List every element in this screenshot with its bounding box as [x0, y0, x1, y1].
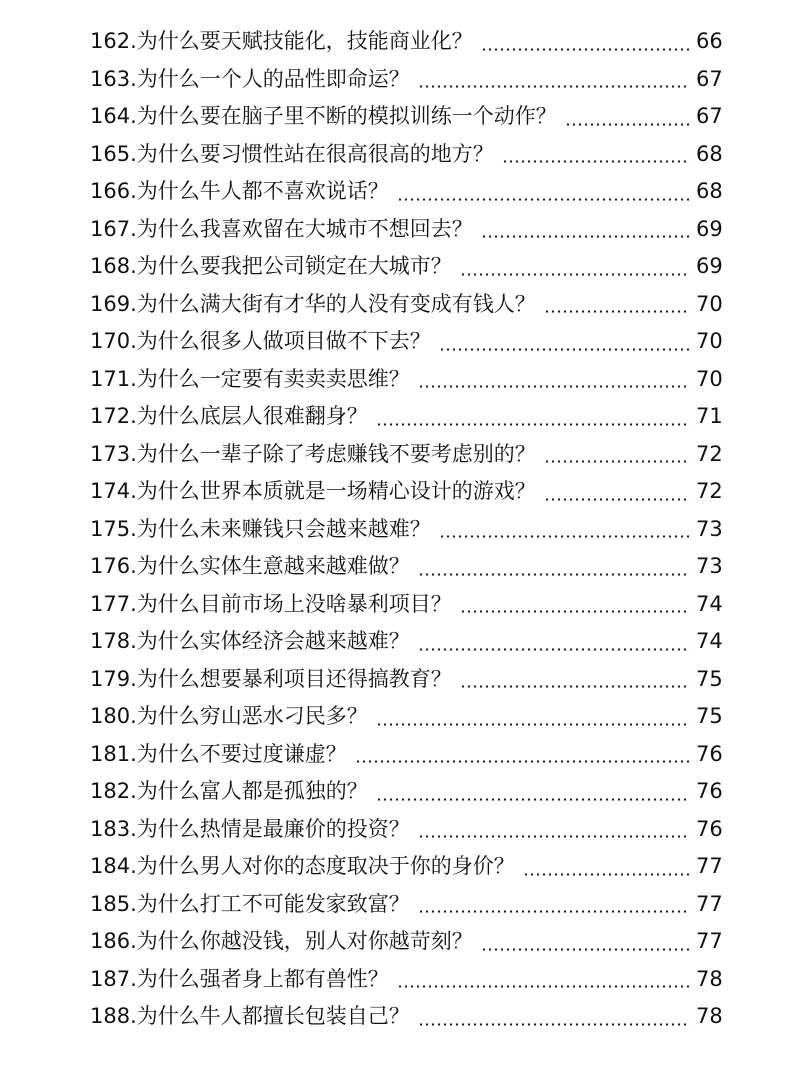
- toc-entry[interactable]: [90, 323, 722, 361]
- toc-entry[interactable]: [90, 961, 722, 999]
- toc-entry-title: 171.为什么一定要有卖卖卖思维？: [90, 366, 410, 391]
- toc-entry[interactable]: [90, 661, 722, 699]
- toc-entry-title: 179.为什么想要暴利项目还得搞教育？: [90, 666, 452, 691]
- toc-entry-title: 162.为什么要天赋技能化，技能商业化？: [90, 29, 473, 53]
- toc-entry-title: 187.为什么强者身上都有兽性？: [90, 966, 389, 991]
- toc-entry-title: 170.为什么很多人做项目做不下去？: [90, 329, 431, 353]
- toc-entry-page-number: 78: [696, 966, 723, 991]
- toc-entry[interactable]: [90, 886, 722, 924]
- toc-entry[interactable]: [90, 23, 722, 61]
- toc-dot-leader: [376, 423, 690, 426]
- toc-entry-title: 165.为什么要习惯性站在很高很高的地方？: [90, 141, 494, 166]
- toc-dot-leader: [481, 48, 690, 51]
- toc-entry-page-number: 76: [696, 741, 723, 766]
- toc-entry-page-number: 66: [696, 29, 723, 53]
- toc-dot-leader: [523, 873, 690, 876]
- toc-entry-title: 183.为什么热情是最廉价的投资？: [90, 816, 410, 841]
- toc-entry-page-number: 73: [696, 516, 723, 541]
- toc-entry-page-number: 75: [696, 666, 723, 691]
- toc-dot-leader: [376, 723, 690, 726]
- toc-entry-title: 176.为什么实体生意越来越难做？: [90, 554, 410, 578]
- toc-entry-page-number: 72: [696, 441, 723, 466]
- toc-dot-leader: [460, 610, 690, 613]
- toc-entry[interactable]: [90, 698, 722, 736]
- toc-entry-page-number: 77: [696, 854, 723, 878]
- toc-entry[interactable]: [90, 736, 722, 774]
- toc-entry-title: 182.为什么富人都是孤独的？: [90, 779, 368, 803]
- toc-dot-leader: [502, 160, 690, 163]
- toc-dot-leader: [481, 235, 690, 238]
- toc-entry-page-number: 70: [696, 291, 723, 316]
- toc-entry[interactable]: [90, 248, 722, 286]
- toc-entry-page-number: 67: [696, 66, 723, 91]
- toc-dot-leader: [439, 348, 690, 351]
- toc-entry-page-number: 71: [696, 404, 723, 428]
- toc-entry[interactable]: [90, 61, 722, 99]
- toc-dot-leader: [376, 798, 690, 801]
- toc-entry-page-number: 67: [696, 104, 723, 128]
- toc-entry-page-number: 70: [696, 366, 723, 391]
- toc-entry[interactable]: [90, 923, 722, 961]
- toc-entry-title: 181.为什么不要过度谦虚？: [90, 741, 347, 766]
- toc-entry-title: 164.为什么要在脑子里不断的模拟训练一个动作？: [90, 104, 557, 128]
- toc-entry-page-number: 73: [696, 554, 723, 578]
- toc-entry[interactable]: [90, 173, 722, 211]
- toc-dot-leader: [355, 760, 690, 763]
- toc-entry-title: 168.为什么要我把公司锁定在大城市？: [90, 254, 452, 278]
- toc-entry[interactable]: [90, 848, 722, 886]
- toc-entry[interactable]: [90, 811, 722, 849]
- toc-entry-title: 185.为什么打工不可能发家致富？: [90, 891, 410, 916]
- toc-entry[interactable]: [90, 398, 722, 436]
- toc-dot-leader: [397, 985, 690, 988]
- toc-entry-page-number: 70: [696, 329, 723, 353]
- toc-entry-title: 175.为什么未来赚钱只会越来越难？: [90, 516, 431, 541]
- toc-entry-page-number: 68: [696, 141, 723, 166]
- toc-entry-title: 172.为什么底层人很难翻身？: [90, 404, 368, 428]
- toc-entry-title: 163.为什么一个人的品性即命运？: [90, 66, 410, 91]
- toc-entry[interactable]: [90, 211, 722, 249]
- toc-entry-title: 166.为什么牛人都不喜欢说话？: [90, 179, 389, 203]
- toc-entry-page-number: 76: [696, 779, 723, 803]
- toc-dot-leader: [418, 385, 690, 388]
- toc-entry-page-number: 69: [696, 216, 723, 241]
- table-of-contents: [90, 23, 722, 1036]
- toc-entry[interactable]: [90, 473, 722, 511]
- toc-dot-leader: [418, 835, 690, 838]
- toc-dot-leader: [418, 648, 690, 651]
- toc-entry-title: 174.为什么世界本质就是一场精心设计的游戏？: [90, 479, 536, 503]
- toc-entry-page-number: 72: [696, 479, 723, 503]
- toc-dot-leader: [460, 685, 690, 688]
- toc-entry-title: 178.为什么实体经济会越来越难？: [90, 629, 410, 653]
- toc-entry[interactable]: [90, 586, 722, 624]
- toc-entry-page-number: 68: [696, 179, 723, 203]
- toc-entry-page-number: 76: [696, 816, 723, 841]
- toc-entry-page-number: 74: [696, 629, 723, 653]
- toc-entry-title: 188.为什么牛人都擅长包装自己？: [90, 1004, 410, 1028]
- toc-entry[interactable]: [90, 548, 722, 586]
- toc-dot-leader: [544, 310, 690, 313]
- toc-entry[interactable]: [90, 136, 722, 174]
- toc-dot-leader: [418, 573, 690, 576]
- toc-entry[interactable]: [90, 623, 722, 661]
- toc-entry-title: 184.为什么男人对你的态度取决于你的身价？: [90, 854, 515, 878]
- toc-dot-leader: [418, 1023, 690, 1026]
- toc-entry-title: 186.为什么你越没钱，别人对你越苛刻？: [90, 929, 473, 953]
- toc-dot-leader: [418, 85, 690, 88]
- toc-entry-title: 180.为什么穷山恶水刁民多？: [90, 704, 368, 728]
- toc-entry-title: 167.为什么我喜欢留在大城市不想回去？: [90, 216, 473, 241]
- toc-entry-page-number: 78: [696, 1004, 723, 1028]
- toc-entry-page-number: 69: [696, 254, 723, 278]
- toc-entry[interactable]: [90, 511, 722, 549]
- toc-dot-leader: [439, 535, 690, 538]
- toc-entry-page-number: 74: [696, 591, 723, 616]
- toc-dot-leader: [565, 123, 690, 126]
- toc-dot-leader: [481, 948, 690, 951]
- toc-dot-leader: [544, 460, 690, 463]
- toc-entry[interactable]: [90, 998, 722, 1036]
- toc-entry[interactable]: [90, 436, 722, 474]
- toc-entry-page-number: 77: [696, 929, 723, 953]
- toc-dot-leader: [418, 910, 690, 913]
- toc-entry-title: 177.为什么目前市场上没啥暴利项目？: [90, 591, 452, 616]
- toc-entry-title: 169.为什么满大街有才华的人没有变成有钱人？: [90, 291, 536, 316]
- toc-dot-leader: [460, 273, 690, 276]
- toc-entry[interactable]: [90, 773, 722, 811]
- toc-dot-leader: [397, 198, 690, 201]
- toc-entry-page-number: 77: [696, 891, 723, 916]
- toc-entry-title: 173.为什么一辈子除了考虑赚钱不要考虑别的？: [90, 441, 536, 466]
- toc-entry[interactable]: [90, 361, 722, 399]
- toc-entry-page-number: 75: [696, 704, 723, 728]
- toc-entry[interactable]: [90, 98, 722, 136]
- toc-entry[interactable]: [90, 286, 722, 324]
- toc-dot-leader: [544, 498, 690, 501]
